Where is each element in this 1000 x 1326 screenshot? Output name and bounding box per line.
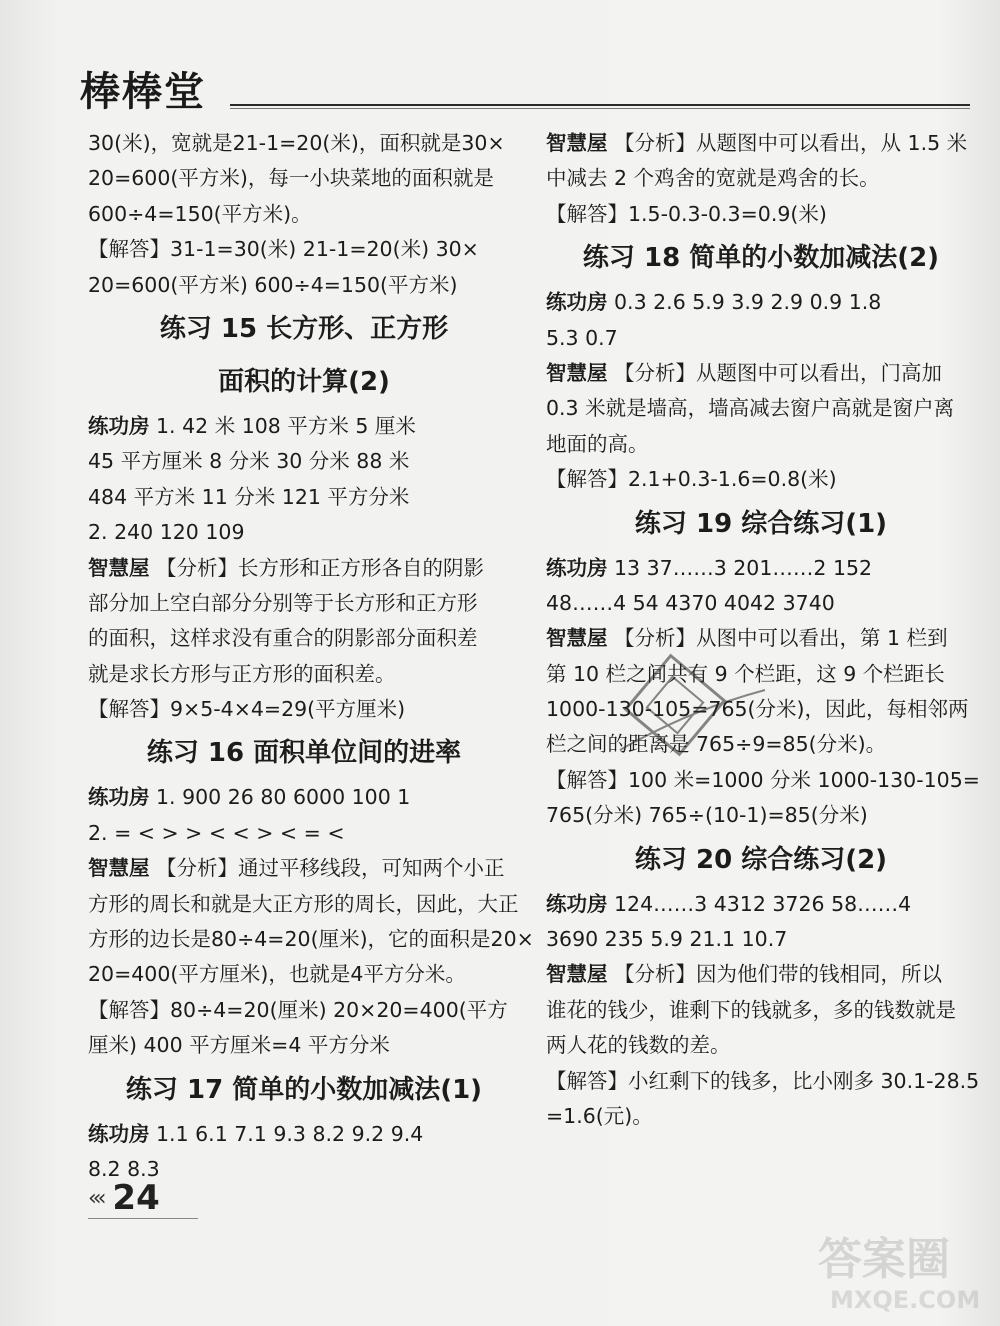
text-line	[546, 621, 976, 656]
line-text: 1.1 6.1 7.1 9.3 8.2 9.2 9.4	[149, 1121, 424, 1146]
text-line	[546, 551, 976, 586]
section-title: 练习 20 综合练习(2)	[634, 844, 888, 875]
text-line: 部分加上空白部分分别等于长方形和正方形	[88, 590, 478, 615]
text-line	[546, 887, 976, 922]
text-line: 两人花的钱数的差。	[546, 1033, 731, 1058]
watermark-logo-icon	[812, 1224, 982, 1316]
text-line: 的面积，这样求没有重合的阴影部分面积差	[88, 626, 478, 651]
line-text: 【分析】通过平移线段，可知两个小正	[149, 856, 505, 881]
text-line: 765(分米) 765÷(10-1)=85(分米)	[546, 803, 868, 828]
line-text: 【分析】从题图中可以看出，门高加	[607, 360, 943, 385]
chevron-left-icon: ‹‹‹	[88, 1185, 103, 1211]
text-line	[88, 1117, 520, 1152]
text-line: 600÷4=150(平方米)。	[88, 201, 312, 226]
text-line: 【解答】9×5-4×4=29(平方厘米)	[88, 697, 406, 722]
text-line: 3690 235 5.9 21.1 10.7	[546, 927, 788, 952]
line-text: 1. 900 26 80 6000 100 1	[149, 785, 411, 810]
text-line: 方形的边长是80÷4=20(厘米)，它的面积是20×	[88, 927, 534, 952]
page-number: 24	[112, 1178, 160, 1218]
brand-title: 棒棒堂	[80, 69, 206, 115]
text-line: 就是求长方形与正方形的面积差。	[88, 661, 396, 686]
section-label: 智慧屋	[88, 856, 150, 881]
section-label: 智慧屋	[546, 962, 608, 987]
section-title: 练习 18 简单的小数加减法(2)	[582, 243, 940, 274]
text-line: 45 平方厘米 8 分米 30 分米 88 米	[88, 449, 410, 474]
text-line	[546, 957, 976, 992]
section-label: 智慧屋	[546, 131, 608, 155]
text-line: 【解答】31-1=30(米) 21-1=20(米) 30×	[88, 237, 479, 262]
text-line: 20=600(平方米)，每一小块菜地的面积就是	[88, 166, 494, 191]
text-line: 0.3 米就是墙高，墙高减去窗户高就是窗户离	[546, 396, 955, 421]
watermark-url: MXQE.COM	[830, 1286, 981, 1314]
line-text: 【分析】因为他们带的钱相同，所以	[607, 962, 943, 987]
text-line: 30(米)，宽就是21-1=20(米)，面积就是30×	[88, 131, 505, 155]
section-label: 练功房	[88, 413, 150, 438]
page-footer	[88, 1176, 160, 1220]
watermark-logo-text: 答案圈	[818, 1234, 950, 1285]
line-text: 1. 42 米 108 平方米 5 厘米	[149, 413, 416, 438]
section-label: 练功房	[546, 891, 608, 916]
section-title: 面积的计算(2)	[218, 366, 390, 397]
section-title: 练习 17 简单的小数加减法(1)	[125, 1074, 483, 1105]
section-label: 智慧屋	[88, 555, 150, 580]
text-line	[546, 285, 976, 320]
section-label: 练功房	[88, 785, 150, 810]
text-line: 【解答】80÷4=20(厘米) 20×20=400(平方	[88, 997, 508, 1022]
text-line	[88, 409, 520, 444]
section-label: 练功房	[88, 1121, 150, 1146]
text-line: 中减去 2 个鸡舍的宽就是鸡舍的长。	[546, 166, 880, 191]
text-line: 20=600(平方米) 600÷4=150(平方米)	[88, 272, 458, 297]
section-label: 智慧屋	[546, 626, 608, 651]
text-line: 1000-130-105=765(分米)，因此，每相邻两	[546, 697, 969, 722]
text-line	[88, 851, 520, 886]
section-label: 练功房	[546, 555, 608, 580]
left-column	[88, 126, 534, 1187]
text-line	[88, 551, 520, 586]
section-title: 练习 19 综合练习(1)	[634, 508, 888, 539]
text-line: 2. = < > > < < > < = <	[88, 820, 345, 845]
text-line	[546, 356, 976, 391]
right-column	[546, 126, 980, 1134]
text-line: 谁花的钱少，谁剩下的钱就多，多的钱数就是	[546, 997, 956, 1022]
text-line	[546, 126, 976, 161]
text-line: 【解答】2.1+0.3-1.6=0.8(米)	[546, 467, 837, 492]
line-text: 【分析】长方形和正方形各自的阴影	[149, 555, 485, 580]
section-title: 练习 16 面积单位间的进率	[146, 738, 462, 769]
text-line: 8.2 8.3	[88, 1156, 160, 1181]
text-line: =1.6(元)。	[546, 1103, 653, 1128]
header-rule-thin	[230, 108, 970, 109]
text-line: 20=400(平方厘米)，也就是4平方分米。	[88, 962, 466, 987]
text-line: 地面的高。	[546, 431, 649, 456]
line-text: 【分析】从题图中可以看出，从 1.5 米	[607, 131, 968, 155]
line-text: 0.3 2.6 5.9 3.9 2.9 0.9 1.8	[607, 290, 882, 315]
text-line: 48……4 54 4370 4042 3740	[546, 590, 835, 615]
line-text: 124……3 4312 3726 58……4	[607, 891, 912, 916]
page-header	[80, 60, 970, 115]
section-title: 练习 15 长方形、正方形	[159, 313, 449, 344]
text-line	[88, 780, 520, 815]
text-line: 方形的周长和就是大正方形的周长，因此，大正	[88, 891, 519, 916]
text-line: 厘米) 400 平方厘米=4 平方分米	[88, 1033, 390, 1058]
header-rule	[230, 104, 970, 106]
text-line: 484 平方米 11 分米 121 平方分米	[88, 484, 410, 509]
text-line: 栏之间的距离是 765÷9=85(分米)。	[546, 732, 887, 757]
section-label: 智慧屋	[546, 360, 608, 385]
footer-rule	[88, 1218, 198, 1219]
text-line: 【解答】小红剩下的钱多，比小刚多 30.1-28.5	[546, 1068, 980, 1093]
text-line: 第 10 栏之间共有 9 个栏距，这 9 个栏距长	[546, 661, 945, 686]
section-label: 练功房	[546, 290, 608, 315]
text-line: 5.3 0.7	[546, 325, 618, 350]
text-line: 【解答】100 米=1000 分米 1000-130-105=	[546, 767, 980, 792]
line-text: 【分析】从图中可以看出，第 1 栏到	[607, 626, 948, 651]
line-text: 13 37……3 201……2 152	[607, 555, 873, 580]
text-line: 2. 240 120 109	[88, 520, 245, 545]
text-line: 【解答】1.5-0.3-0.3=0.9(米)	[546, 201, 827, 226]
